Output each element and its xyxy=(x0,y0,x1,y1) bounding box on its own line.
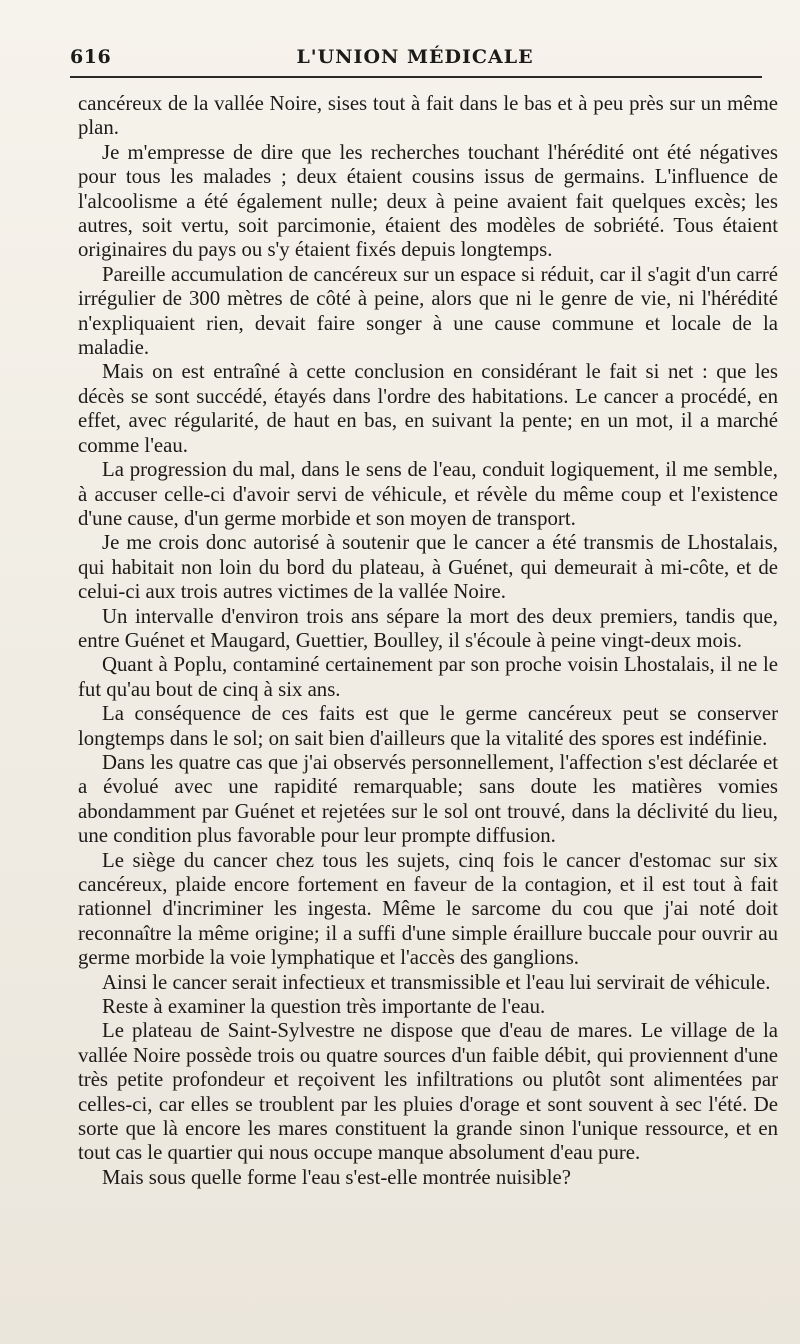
running-title: L'UNION MÉDICALE xyxy=(296,46,534,68)
paragraph: Reste à examiner la question très importante de l'eau. xyxy=(102,995,546,1019)
paragraph: Je me crois donc autorisé à soutenir que le cancer a été transmis de Lhostalais, qui habitait non loin du bord du plateau, à Guénet, qui demeurait à mi-côte, et de celui-ci aux trois autres victimes de la vallée Noire. xyxy=(78,531,778,604)
paragraph: Je m'empresse de dire que les recherches touchant l'hérédité ont été négatives pour tous les malades ; deux étaient cousins issus de germains. L'influence de l'alcoolisme a été également nulle; deux à peine avaient fait quelques excès; les autres, soit vertu, soit parcimonie, étaient des modèles de sobriété. Tous étaient originaires du pays ou s'y étaient fixés depuis longtemps. xyxy=(78,140,778,262)
paragraph: Un intervalle d'environ trois ans sépare la mort des deux premiers, tandis que, entre Guénet et Maugard, Guettier, Boulley, il s'écoule à peine vingt-deux mois. xyxy=(78,604,778,652)
paragraph: cancéreux de la vallée Noire, sises tout à fait dans le bas et à peu près sur un même plan. xyxy=(78,92,778,140)
paragraph: La progression du mal, dans le sens de l'eau, conduit logiquement, il me semble, à accuser celle-ci d'avoir servi de véhicule, et révèle du même coup et l'existence d'une cause, d'un germe morbide et son moyen de transport. xyxy=(78,458,778,530)
paragraph: Le plateau de Saint-Sylvestre ne dispose que d'eau de mares. Le village de la vallée Noire possède trois ou quatre sources d'un faible débit, qui proviennent d'une très petite profondeur et reçoivent les infiltrations ou plutôt sont alimentées par celles-ci, car elles se troublent par les pluies d'orage et sont souvent à sec l'été. De sorte que là encore les mares constituent la grande sinon l'unique ressource, et en tout cas le quartier qui nous occupe manque absolument d'eau pure. xyxy=(78,1019,778,1165)
header-rule xyxy=(70,76,762,78)
paragraph: Ainsi le cancer serait infectieux et transmissible et l'eau lui servirait de véhicule. xyxy=(102,970,771,994)
paragraph: Pareille accumulation de cancéreux sur un espace si réduit, car il s'agit d'un carré irrégulier de 300 mètres de côté à peine, alors que ni le genre de vie, ni l'hérédité n'expliquaient rien, devait faire songer à une cause commune et locale de la maladie. xyxy=(78,262,778,360)
paragraph: La conséquence de ces faits est que le germe cancéreux peut se conserver longtemps dans le sol; on sait bien d'ailleurs que la vitalité des spores est indéfinie. xyxy=(78,702,778,750)
body-text xyxy=(78,92,778,1190)
paragraph: Quant à Poplu, contaminé certainement par son proche voisin Lhostalais, il ne le fut qu'au bout de cinq à six ans. xyxy=(78,653,778,701)
paragraph: Mais sous quelle forme l'eau s'est-elle montrée nuisible? xyxy=(102,1165,571,1189)
page-header xyxy=(70,44,760,78)
paragraph: Dans les quatre cas que j'ai observés personnellement, l'affection s'est déclarée et a évolué avec une rapidité remarquable; sans doute les matières vomies abondamment par Guénet et rejetées sur le sol ont trouvé, dans la déclivité du lieu, une condition plus favorable pour leur prompte diffusion. xyxy=(78,750,778,848)
paragraph: Mais on est entraîné à cette conclusion en considérant le fait si net : que les décès se sont succédé, étayés dans l'ordre des habitations. Le cancer a procédé, en effet, avec régularité, de haut en bas, en suivant la pente; en un mot, il a marché comme l'eau. xyxy=(78,360,778,457)
paragraph: Le siège du cancer chez tous les sujets, cinq fois le cancer d'estomac sur six cancéreux, plaide encore fortement en faveur de la contagion, et il est tout à fait rationnel d'incriminer les ingesta. Même le sarcome du cou que j'ai noté doit reconnaître la même origine; il a suffi d'une simple éraillure buccale pour ouvrir au germe morbide la voie lymphatique et l'accès des ganglions. xyxy=(78,848,778,970)
page-number: 616 xyxy=(70,46,112,68)
